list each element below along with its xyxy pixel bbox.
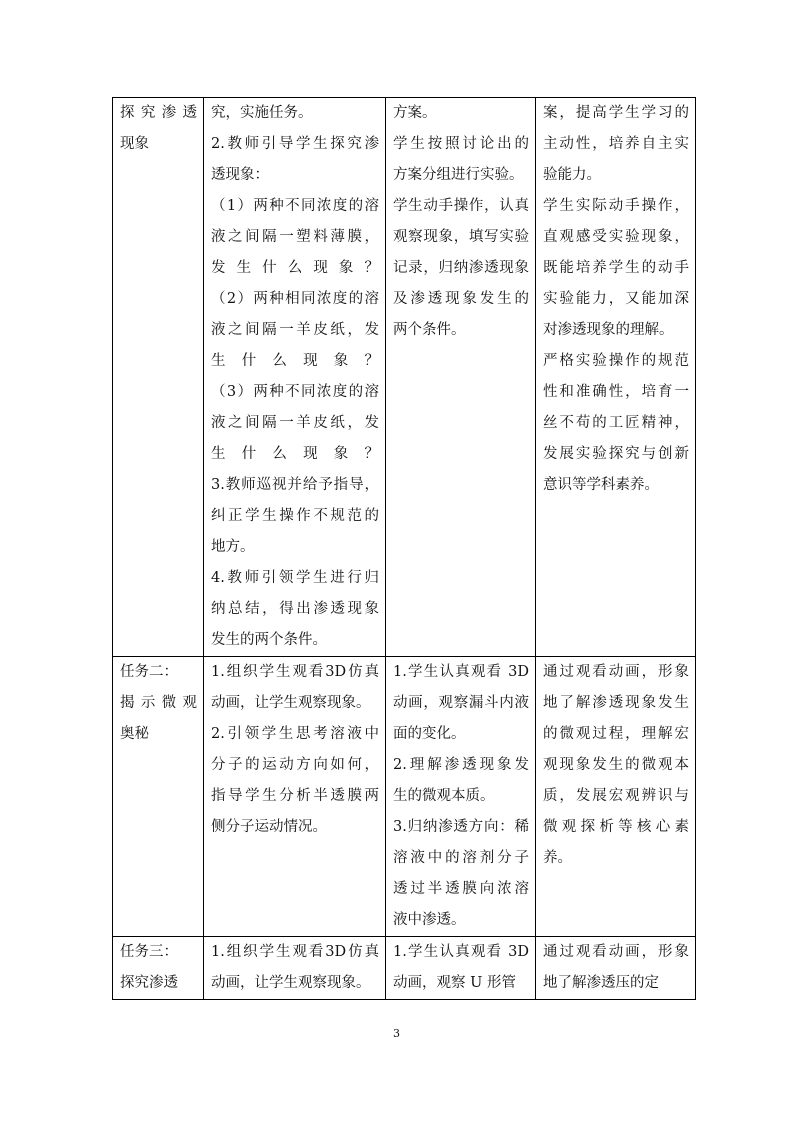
table-row [113,937,696,1000]
cell-text-line: 观现象发生的微观本 [543,757,689,773]
cell-text-line: 微观探析等核心素 [543,819,689,835]
cell-text-line: 地方。 [211,539,255,555]
cell-text-line: 实验能力，又能加深 [543,291,689,307]
student-activity-cell [386,657,536,937]
cell-text-line: 发生什么现象？ [211,260,379,276]
cell-text-line: 主动性，培养自主实 [543,136,689,152]
teacher-activity-cell [204,937,386,1000]
cell-text-line: 究，实施任务。 [211,105,313,121]
cell-text-line: 方案分组进行实验。 [393,167,524,183]
cell-text-line: 严格实验操作的规范 [543,353,689,369]
design-intent-cell [536,657,696,937]
teacher-activity-cell [204,657,386,937]
cell-text-line: 溶液中的溶剂分子 [393,850,529,866]
student-activity-cell [386,937,536,1000]
cell-text-line: 纳总结，得出渗透现象 [211,601,379,617]
cell-text-line: 探究渗透 [120,105,197,121]
cell-text-line: 液之间隔一塑料薄膜， [211,229,379,245]
task-cell [113,98,204,657]
cell-text-line: 生的微观本质。 [393,788,495,804]
cell-text-line: 分子的运动方向如何， [211,757,379,773]
cell-text-line: 1.组织学生观看3D仿真 [211,944,379,960]
cell-text-line: 学生动手操作，认真 [393,198,529,214]
cell-text-line: 地了解渗透压的定 [543,975,659,991]
cell-text-line: 养。 [543,850,572,866]
cell-text-line: 动画，让学生观察现象。 [211,975,371,991]
cell-text-line: 观察现象，填写实验 [393,229,529,245]
cell-text-line: 任务三： [120,944,178,960]
lesson-plan-table [112,97,696,1000]
cell-text-line: 2.引领学生思考溶液中 [211,726,379,742]
cell-text-line: 4.教师引领学生进行归 [211,570,379,586]
cell-text-line: 学生按照讨论出的 [393,136,529,152]
design-intent-cell [536,98,696,657]
cell-text-line: 通过观看动画，形象 [543,664,689,680]
cell-text-line: 1.组织学生观看3D仿真 [211,664,379,680]
teacher-activity-cell [204,98,386,657]
cell-text-line: 生什么现象？ [211,446,379,462]
cell-text-line: 纠正学生操作不规范的 [211,508,379,524]
cell-text-line: 侧分子运动情况。 [211,819,327,835]
cell-text-line: 意识等学科素养。 [543,477,659,493]
cell-text-line: 面的变化。 [393,726,466,742]
cell-text-line: 对渗透现象的理解。 [543,322,674,338]
student-activity-cell [386,98,536,657]
table-row [113,657,696,937]
cell-text-line: 现象 [120,136,149,152]
cell-text-line: 2.教师引导学生探究渗 [211,136,379,152]
cell-text-line: 通过观看动画，形象 [543,944,689,960]
cell-text-line: 记录，归纳渗透现象 [393,260,529,276]
cell-text-line: 3.归纳渗透方向：稀 [393,819,529,835]
cell-text-line: 质，发展宏观辨识与 [543,788,689,804]
cell-text-line: 3.教师巡视并给予指导， [211,477,379,493]
cell-text-line: （1）两种不同浓度的溶 [211,198,379,214]
cell-text-line: 液之间隔一羊皮纸，发 [211,415,379,431]
cell-text-line: 发展实验探究与创新 [543,446,689,462]
cell-text-line: 动画，观察 U 形管 [393,975,516,991]
cell-text-line: 直观感受实验现象， [543,229,689,245]
task-cell [113,657,204,937]
cell-text-line: 任务二： [120,664,178,680]
cell-text-line: 学生实际动手操作， [543,198,689,214]
cell-text-line: 液中渗透。 [393,912,466,928]
cell-text-line: 性和准确性，培育一 [543,384,689,400]
cell-text-line: 发生的两个条件。 [211,632,327,648]
page-number: 3 [393,1027,400,1040]
cell-text-line: 两个条件。 [393,322,466,338]
cell-text-line: 1.学生认真观看 3D [393,944,529,960]
cell-text-line: 2.理解渗透现象发 [393,757,529,773]
cell-text-line: 动画，让学生观察现象。 [211,695,371,711]
table-row [113,98,696,657]
task-cell [113,937,204,1000]
cell-text-line: 透现象： [211,167,269,183]
design-intent-cell [536,937,696,1000]
cell-text-line: 揭示微观 [120,695,197,711]
cell-text-line: 丝不苟的工匠精神， [543,415,689,431]
cell-text-line: 案，提高学生学习的 [543,105,689,121]
cell-text-line: 既能培养学生的动手 [543,260,689,276]
cell-text-line: 指导学生分析半透膜两 [211,788,379,804]
cell-text-line: 验能力。 [543,167,601,183]
cell-text-line: （3）两种不同浓度的溶 [211,384,379,400]
cell-text-line: 透过半透膜向浓溶 [393,881,529,897]
cell-text-line: 地了解渗透现象发生 [543,695,689,711]
cell-text-line: 探究渗透 [120,975,178,991]
cell-text-line: 的微观过程，理解宏 [543,726,689,742]
cell-text-line: 及渗透现象发生的 [393,291,529,307]
cell-text-line: 动画，观察漏斗内液 [393,695,529,711]
cell-text-line: 奥秘 [120,726,149,742]
cell-text-line: （2）两种相同浓度的溶 [211,291,379,307]
cell-text-line: 生什么现象？ [211,353,379,369]
cell-text-line: 1.学生认真观看 3D [393,664,529,680]
cell-text-line: 液之间隔一羊皮纸，发 [211,322,379,338]
cell-text-line: 方案。 [393,105,437,121]
